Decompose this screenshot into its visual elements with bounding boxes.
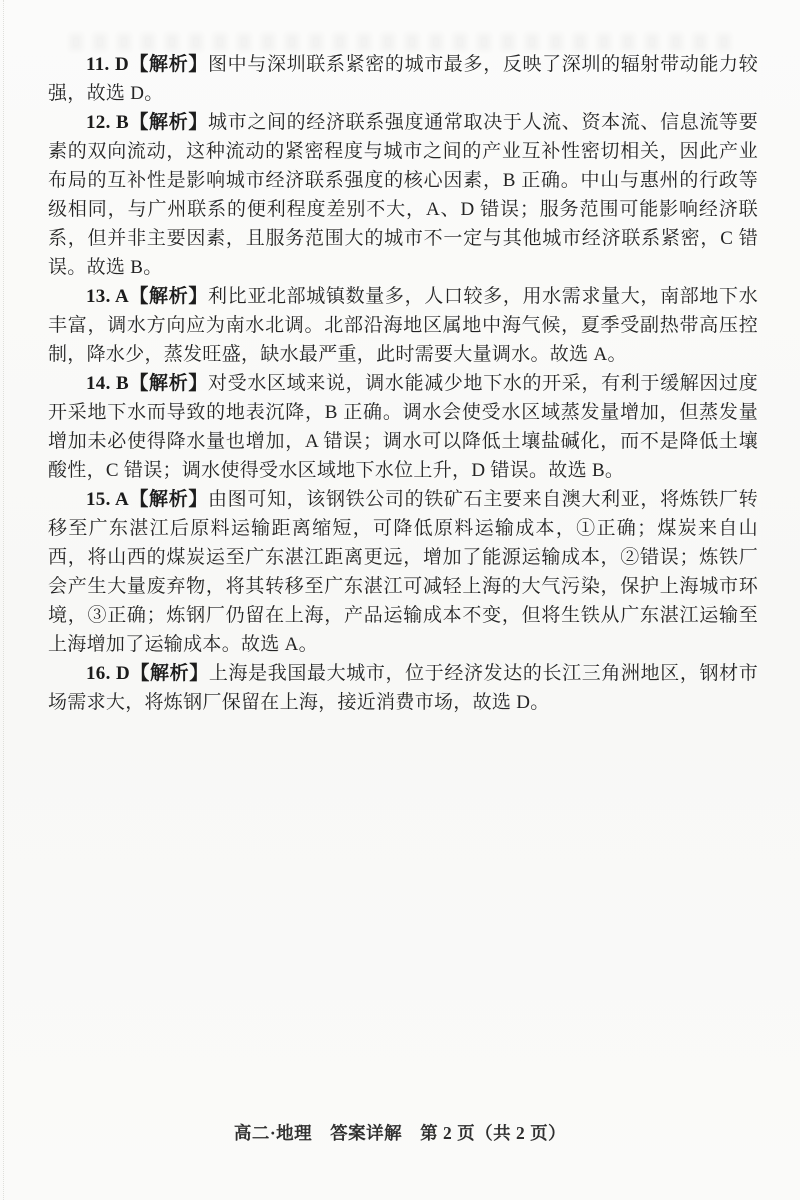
answer-item-13-body: 利比亚北部城镇数量多，人口较多，用水需求量大，南部地下水丰富，调水方向应为南水北调。北部沿海地区属地中海气候，夏季受副热带高压控制，降水少，蒸发旺盛，缺水最严重，此时需要大量调水。故选 A。 [48,286,759,365]
ink-bleedthrough-artifact [70,34,730,50]
answer-explanations [48,50,758,717]
answer-item-16-head: 16. D【解析】 [86,663,209,684]
answer-item-13-head: 13. A【解析】 [86,286,209,307]
answer-item-14-head: 14. B【解析】 [86,373,209,394]
answer-item-13 [48,282,758,369]
answer-item-16 [48,659,758,717]
answer-item-15 [48,485,758,659]
answer-item-12 [48,108,758,282]
answer-item-11-body: 图中与深圳联系紧密的城市最多，反映了深圳的辐射带动能力较强，故选 D。 [48,54,759,104]
answer-item-12-body: 城市之间的经济联系强度通常取决于人流、资本流、信息流等要素的双向流动，这种流动的紧密程度与城市之间的产业互补性密切相关，因此产业布局的互补性是影响城市经济联系强度的核心因素，B 正确。中山与惠州的行政等级相同，与广州联系的便利程度差别不大，A、D 错误；服务范围可能影响经济联系，但并非主要因素，且服务范围大的城市不一定与其他城市经济联系紧密，C 错误。故选 B。 [48,112,759,278]
answer-item-16-body: 上海是我国最大城市，位于经济发达的长江三角洲地区，钢材市场需求大，将炼钢厂保留在上海，接近消费市场，故选 D。 [48,663,759,713]
answer-item-11-head: 11. D【解析】 [86,54,209,75]
answer-item-14-body: 对受水区域来说，调水能减少地下水的开采，有利于缓解因过度开采地下水而导致的地表沉降，B 正确。调水会使受水区域蒸发量增加，但蒸发量增加未必使得降水量也增加，A 错误；调水可以降低土壤盐碱化，而不是降低土壤酸性，C 错误；调水使得受水区域地下水位上升，D 错误。故选 B。 [48,373,759,481]
answer-item-14 [48,369,758,485]
answer-item-15-body: 由图可知，该钢铁公司的铁矿石主要来自澳大利亚，将炼铁厂转移至广东湛江后原料运输距离缩短，可降低原料运输成本，①正确；煤炭来自山西，将山西的煤炭运至广东湛江距离更远，增加了能源运输成本，②错误；炼铁厂会产生大量废弃物，将其转移至广东湛江可减轻上海的大气污染，保护上海城市环境，③正确；炼钢厂仍留在上海，产品运输成本不变，但将生铁从广东湛江运输至上海增加了运输成本。故选 A。 [48,489,759,655]
scan-edge-line [3,0,4,1200]
answer-item-11 [48,50,758,108]
answer-item-12-head: 12. B【解析】 [86,112,209,133]
answer-item-15-head: 15. A【解析】 [86,489,209,510]
page-footer: 高二·地理 答案详解 第 2 页（共 2 页） [233,1123,567,1143]
